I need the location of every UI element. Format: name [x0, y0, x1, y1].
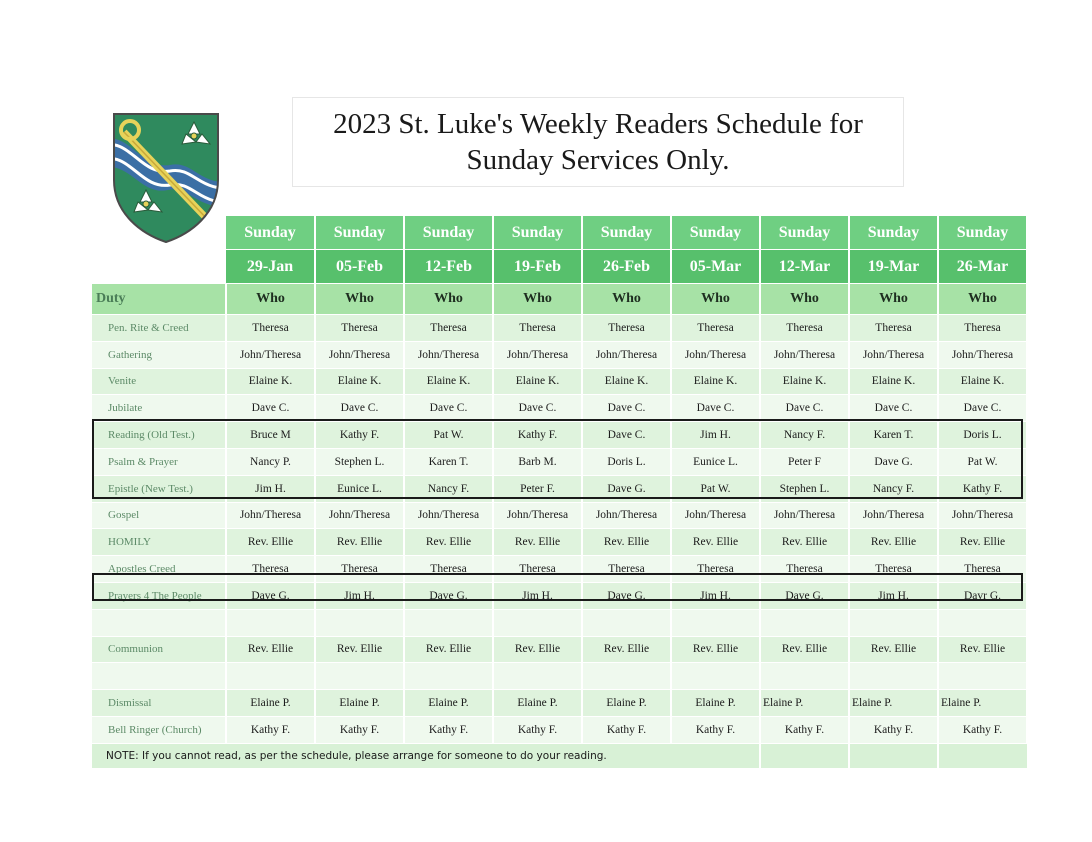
duty-label: Bell Ringer (Church) — [92, 716, 226, 743]
assignee-cell: Jim H. — [671, 422, 760, 449]
assignee-cell: Stephen L. — [760, 475, 849, 502]
assignee-cell: Rev. Ellie — [849, 636, 938, 663]
assignee-cell: Dave C. — [760, 395, 849, 422]
assignee-cell: Peter F — [760, 448, 849, 475]
header-blank-cell — [92, 216, 226, 250]
assignee-cell: Elaine K. — [849, 368, 938, 395]
assignee-cell: Kathy F. — [226, 716, 315, 743]
assignee-cell: Nancy F. — [849, 475, 938, 502]
day-label: Sunday — [226, 216, 315, 250]
assignee-cell: Karen T. — [849, 422, 938, 449]
assignee-cell — [226, 663, 315, 690]
assignee-cell: John/Theresa — [493, 341, 582, 368]
assignee-cell — [315, 663, 404, 690]
assignee-cell: John/Theresa — [849, 341, 938, 368]
assignee-cell — [760, 663, 849, 690]
assignee-cell — [938, 609, 1027, 636]
day-label: Sunday — [404, 216, 493, 250]
duty-row — [92, 556, 1027, 583]
duty-label — [92, 663, 226, 690]
date-label: 19-Mar — [849, 250, 938, 284]
assignee-cell: Elaine P. — [226, 690, 315, 717]
duty-row — [92, 636, 1027, 663]
assignee-cell — [582, 609, 671, 636]
duty-row — [92, 529, 1027, 556]
assignee-cell: Jim H. — [315, 582, 404, 609]
assignee-cell: Nancy F. — [404, 475, 493, 502]
assignee-cell: Elaine P. — [404, 690, 493, 717]
who-header: Who — [226, 284, 315, 315]
duty-row — [92, 368, 1027, 395]
date-header-row — [92, 250, 1027, 284]
assignee-cell: Kathy F. — [315, 716, 404, 743]
assignee-cell — [315, 609, 404, 636]
duty-label: Gathering — [92, 341, 226, 368]
duty-row — [92, 422, 1027, 449]
assignee-cell — [493, 663, 582, 690]
assignee-cell: Kathy F. — [760, 716, 849, 743]
duty-row — [92, 341, 1027, 368]
assignee-cell: Dave C. — [404, 395, 493, 422]
who-header: Who — [849, 284, 938, 315]
assignee-cell: Kathy F. — [938, 475, 1027, 502]
duty-label: Venite — [92, 368, 226, 395]
assignee-cell — [493, 609, 582, 636]
duty-label: Prayers 4 The People — [92, 582, 226, 609]
note-row — [92, 743, 1027, 768]
day-label: Sunday — [938, 216, 1027, 250]
who-header: Who — [760, 284, 849, 315]
assignee-cell: Jim H. — [671, 582, 760, 609]
assignee-cell: Elaine K. — [582, 368, 671, 395]
assignee-cell: Elaine P. — [493, 690, 582, 717]
date-label: 19-Feb — [493, 250, 582, 284]
assignee-cell: Theresa — [582, 556, 671, 583]
who-header: Who — [493, 284, 582, 315]
assignee-cell: Elaine P. — [671, 690, 760, 717]
assignee-cell: Kathy F. — [404, 716, 493, 743]
page-title — [292, 97, 904, 187]
assignee-cell: Kathy F. — [938, 716, 1027, 743]
assignee-cell — [849, 663, 938, 690]
spacer-row — [92, 609, 1027, 636]
who-header: Who — [671, 284, 760, 315]
assignee-cell: Rev. Ellie — [226, 529, 315, 556]
assignee-cell: Elaine K. — [760, 368, 849, 395]
assignee-cell: Davr G. — [938, 582, 1027, 609]
assignee-cell: Rev. Ellie — [493, 529, 582, 556]
assignee-cell: Karen T. — [404, 448, 493, 475]
assignee-cell: Theresa — [938, 315, 1027, 342]
assignee-cell: John/Theresa — [760, 341, 849, 368]
day-label: Sunday — [582, 216, 671, 250]
assignee-cell: Dave C. — [315, 395, 404, 422]
assignee-cell: John/Theresa — [582, 502, 671, 529]
assignee-cell: Dave G. — [849, 448, 938, 475]
assignee-cell: Theresa — [404, 556, 493, 583]
assignee-cell: Elaine P. — [849, 690, 938, 717]
duty-label: Gospel — [92, 502, 226, 529]
assignee-cell: Dave G. — [404, 582, 493, 609]
duty-label: HOMILY — [92, 529, 226, 556]
duty-label: Communion — [92, 636, 226, 663]
assignee-cell: Rev. Ellie — [760, 529, 849, 556]
assignee-cell — [226, 609, 315, 636]
assignee-cell: John/Theresa — [938, 341, 1027, 368]
assignee-cell: Doris L. — [938, 422, 1027, 449]
duty-label: Pen. Rite & Creed — [92, 315, 226, 342]
duty-label: Epistle (New Test.) — [92, 475, 226, 502]
assignee-cell: Rev. Ellie — [315, 529, 404, 556]
assignee-cell: Elaine P. — [582, 690, 671, 717]
assignee-cell: Kathy F. — [671, 716, 760, 743]
assignee-cell: Theresa — [226, 315, 315, 342]
day-label: Sunday — [315, 216, 404, 250]
assignee-cell: John/Theresa — [404, 502, 493, 529]
assignee-cell: John/Theresa — [493, 502, 582, 529]
assignee-cell — [938, 663, 1027, 690]
assignee-cell: Rev. Ellie — [849, 529, 938, 556]
assignee-cell: John/Theresa — [226, 341, 315, 368]
assignee-cell: John/Theresa — [315, 502, 404, 529]
assignee-cell: Pat W. — [404, 422, 493, 449]
assignee-cell: Theresa — [226, 556, 315, 583]
assignee-cell: John/Theresa — [671, 502, 760, 529]
assignee-cell: Dave G. — [760, 582, 849, 609]
assignee-cell: Rev. Ellie — [315, 636, 404, 663]
assignee-cell: John/Theresa — [938, 502, 1027, 529]
assignee-cell — [404, 663, 493, 690]
assignee-cell: Theresa — [938, 556, 1027, 583]
assignee-cell: Rev. Ellie — [582, 529, 671, 556]
assignee-cell: Elaine K. — [938, 368, 1027, 395]
assignee-cell: Kathy F. — [582, 716, 671, 743]
assignee-cell: Elaine K. — [226, 368, 315, 395]
assignee-cell: Elaine K. — [315, 368, 404, 395]
assignee-cell: Kathy F. — [493, 716, 582, 743]
duty-label: Reading (Old Test.) — [92, 422, 226, 449]
who-header: Who — [938, 284, 1027, 315]
assignee-cell: Dave C. — [582, 395, 671, 422]
assignee-cell: John/Theresa — [404, 341, 493, 368]
who-header: Who — [582, 284, 671, 315]
assignee-cell: Nancy F. — [760, 422, 849, 449]
assignee-cell: Elaine K. — [671, 368, 760, 395]
assignee-cell: John/Theresa — [671, 341, 760, 368]
assignee-cell — [760, 609, 849, 636]
assignee-cell: Jim H. — [849, 582, 938, 609]
date-label: 26-Mar — [938, 250, 1027, 284]
duty-row — [92, 448, 1027, 475]
assignee-cell: Doris L. — [582, 448, 671, 475]
assignee-cell: Rev. Ellie — [404, 636, 493, 663]
assignee-cell — [404, 609, 493, 636]
who-header: Who — [404, 284, 493, 315]
assignee-cell: Rev. Ellie — [671, 636, 760, 663]
duty-row — [92, 690, 1027, 717]
duty-label: Jubilate — [92, 395, 226, 422]
date-label: 29-Jan — [226, 250, 315, 284]
assignee-cell: Kathy F. — [849, 716, 938, 743]
duty-row — [92, 582, 1027, 609]
assignee-cell: Rev. Ellie — [938, 529, 1027, 556]
assignee-cell: Eunice L. — [671, 448, 760, 475]
date-label: 05-Mar — [671, 250, 760, 284]
note-fill-cell — [938, 743, 1027, 768]
assignee-cell: Rev. Ellie — [760, 636, 849, 663]
assignee-cell: John/Theresa — [849, 502, 938, 529]
assignee-cell: Rev. Ellie — [582, 636, 671, 663]
assignee-cell: Theresa — [760, 556, 849, 583]
assignee-cell: Eunice L. — [315, 475, 404, 502]
spacer-row — [92, 663, 1027, 690]
assignee-cell: Dave G. — [582, 582, 671, 609]
assignee-cell — [849, 609, 938, 636]
assignee-cell: Rev. Ellie — [493, 636, 582, 663]
assignee-cell: Elaine P. — [315, 690, 404, 717]
assignee-cell: Rev. Ellie — [226, 636, 315, 663]
day-label: Sunday — [760, 216, 849, 250]
readers-schedule-table — [92, 216, 1028, 769]
assignee-cell: Dave C. — [493, 395, 582, 422]
assignee-cell: Rev. Ellie — [404, 529, 493, 556]
assignee-cell: Dave C. — [671, 395, 760, 422]
assignee-cell: Pat W. — [671, 475, 760, 502]
day-label: Sunday — [849, 216, 938, 250]
duty-who-header-row — [92, 284, 1027, 315]
assignee-cell: Theresa — [849, 556, 938, 583]
assignee-cell: Rev. Ellie — [938, 636, 1027, 663]
schedule-note: NOTE: If you cannot read, as per the schedule, please arrange for someone to do your reading. — [92, 743, 760, 768]
assignee-cell: Jim H. — [226, 475, 315, 502]
assignee-cell: Theresa — [671, 315, 760, 342]
duty-row — [92, 395, 1027, 422]
assignee-cell: Dave C. — [582, 422, 671, 449]
assignee-cell: Elaine K. — [404, 368, 493, 395]
assignee-cell: Elaine K. — [493, 368, 582, 395]
assignee-cell: Theresa — [849, 315, 938, 342]
day-label: Sunday — [493, 216, 582, 250]
assignee-cell: Dave C. — [226, 395, 315, 422]
assignee-cell: Theresa — [760, 315, 849, 342]
assignee-cell: Theresa — [493, 315, 582, 342]
assignee-cell — [671, 663, 760, 690]
assignee-cell: Jim H. — [493, 582, 582, 609]
duty-row — [92, 315, 1027, 342]
date-label: 12-Feb — [404, 250, 493, 284]
assignee-cell: John/Theresa — [226, 502, 315, 529]
assignee-cell: John/Theresa — [582, 341, 671, 368]
header-blank-cell — [92, 250, 226, 284]
assignee-cell: Elaine P. — [938, 690, 1027, 717]
assignee-cell — [671, 609, 760, 636]
assignee-cell: Stephen L. — [315, 448, 404, 475]
who-header: Who — [315, 284, 404, 315]
day-header-row — [92, 216, 1027, 250]
assignee-cell: Dave G. — [582, 475, 671, 502]
date-label: 12-Mar — [760, 250, 849, 284]
day-label: Sunday — [671, 216, 760, 250]
duty-label: Apostles Creed — [92, 556, 226, 583]
assignee-cell: Theresa — [404, 315, 493, 342]
date-label: 26-Feb — [582, 250, 671, 284]
assignee-cell: Kathy F. — [493, 422, 582, 449]
assignee-cell: Theresa — [315, 556, 404, 583]
duty-row — [92, 502, 1027, 529]
assignee-cell: Dave G. — [226, 582, 315, 609]
assignee-cell: Nancy P. — [226, 448, 315, 475]
assignee-cell: Dave C. — [849, 395, 938, 422]
date-label: 05-Feb — [315, 250, 404, 284]
duty-row — [92, 716, 1027, 743]
title-line-1: 2023 St. Luke's Weekly Readers Schedule for — [333, 108, 863, 140]
assignee-cell: John/Theresa — [760, 502, 849, 529]
note-fill-cell — [760, 743, 849, 768]
duty-label: Psalm & Prayer — [92, 448, 226, 475]
note-fill-cell — [849, 743, 938, 768]
assignee-cell: Bruce M — [226, 422, 315, 449]
assignee-cell: Elaine P. — [760, 690, 849, 717]
duty-label: Dismissal — [92, 690, 226, 717]
assignee-cell: Theresa — [671, 556, 760, 583]
assignee-cell: Dave C. — [938, 395, 1027, 422]
assignee-cell: Barb M. — [493, 448, 582, 475]
assignee-cell: Pat W. — [938, 448, 1027, 475]
duty-header: Duty — [92, 284, 226, 315]
assignee-cell: Theresa — [315, 315, 404, 342]
assignee-cell — [582, 663, 671, 690]
assignee-cell: Theresa — [493, 556, 582, 583]
assignee-cell: John/Theresa — [315, 341, 404, 368]
assignee-cell: Rev. Ellie — [671, 529, 760, 556]
title-line-2: Sunday Services Only. — [466, 144, 730, 176]
assignee-cell: Theresa — [582, 315, 671, 342]
duty-row — [92, 475, 1027, 502]
assignee-cell: Peter F. — [493, 475, 582, 502]
assignee-cell: Kathy F. — [315, 422, 404, 449]
duty-label — [92, 609, 226, 636]
